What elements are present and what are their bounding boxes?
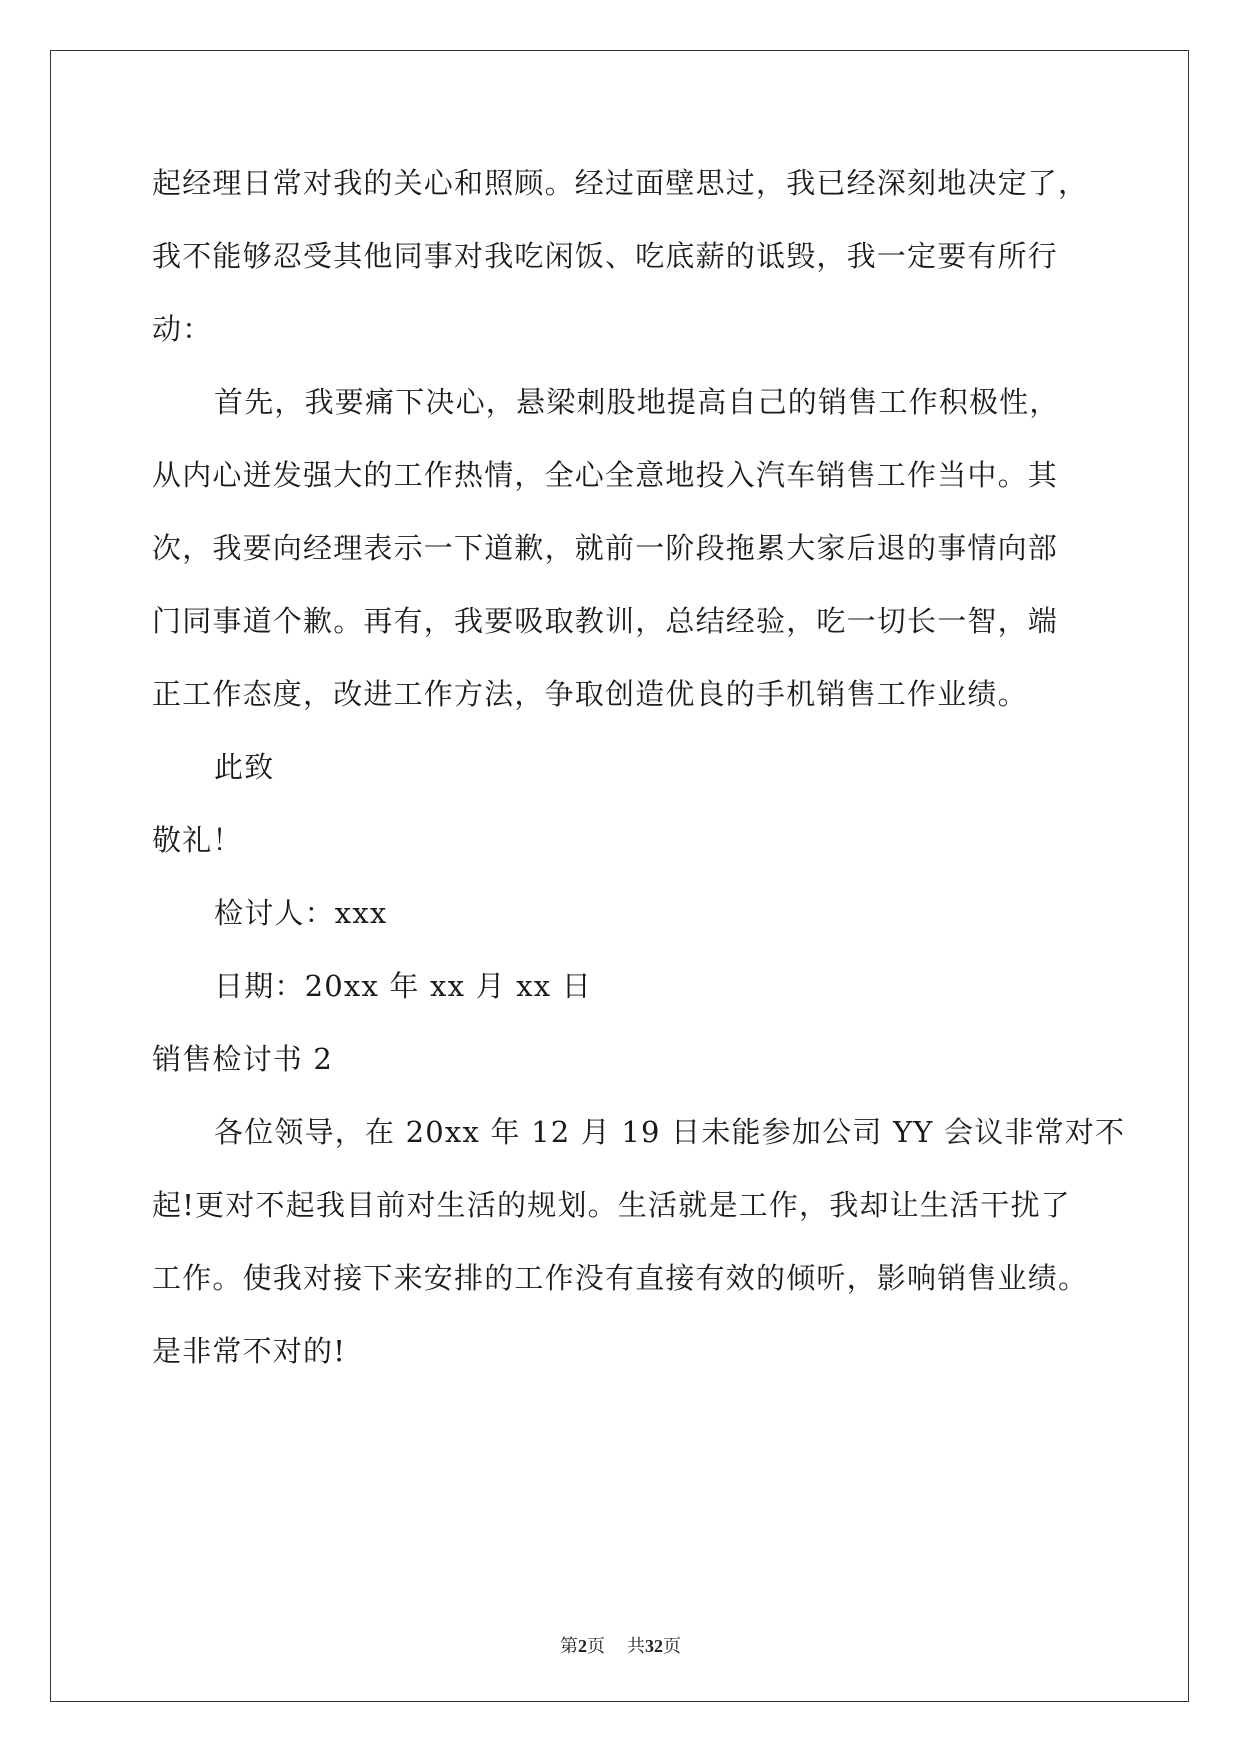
footer-page-prefix: 第 (560, 1636, 578, 1657)
body-line-16: 工作。使我对接下来安排的工作没有直接有效的倾听，影响销售业绩。 (152, 1261, 1089, 1295)
closing-regards: 敬礼！ (152, 823, 243, 857)
body-line-1: 起经理日常对我的关心和照顾。经过面壁思过，我已经深刻地决定了， (152, 166, 1089, 200)
body-line-4: 首先，我要痛下决心，悬梁刺股地提高自己的销售工作积极性， (214, 385, 1060, 419)
body-line-14: 各位领导，在 20xx 年 12 月 19 日未能参加公司 YY 会议非常对不 (214, 1115, 1126, 1149)
page-footer (0, 1634, 1241, 1659)
footer-total-prefix: 共 (627, 1636, 645, 1657)
body-line-7: 门同事道个歉。再有，我要吸取教训，总结经验，吃一切长一智，端 (152, 604, 1059, 638)
footer-total-suffix: 页 (663, 1636, 681, 1657)
body-line-2: 我不能够忍受其他同事对我吃闲饭、吃底薪的诋毁，我一定要有所行 (152, 239, 1059, 273)
section-heading: 销售检讨书 2 (152, 1042, 334, 1076)
body-line-5: 从内心迸发强大的工作热情，全心全意地投入汽车销售工作当中。其 (152, 458, 1059, 492)
body-line-6: 次，我要向经理表示一下道歉，就前一阶段拖累大家后退的事情向部 (152, 531, 1059, 565)
footer-page-suffix: 页 (587, 1636, 605, 1657)
body-line-15: 起!更对不起我目前对生活的规划。生活就是工作，我却让生活干扰了 (152, 1188, 1071, 1222)
signer-line: 检讨人：xxx (214, 896, 388, 930)
page-border (50, 50, 1189, 1702)
body-line-3: 动： (152, 312, 213, 346)
body-line-8: 正工作态度，改进工作方法，争取创造优良的手机销售工作业绩。 (152, 677, 1028, 711)
closing-salutation: 此致 (214, 750, 275, 784)
date-line: 日期：20xx 年 xx 月 xx 日 (214, 969, 592, 1003)
body-line-17: 是非常不对的! (152, 1334, 347, 1368)
footer-page-number: 2 (578, 1636, 587, 1656)
footer-total-number: 32 (645, 1636, 663, 1656)
